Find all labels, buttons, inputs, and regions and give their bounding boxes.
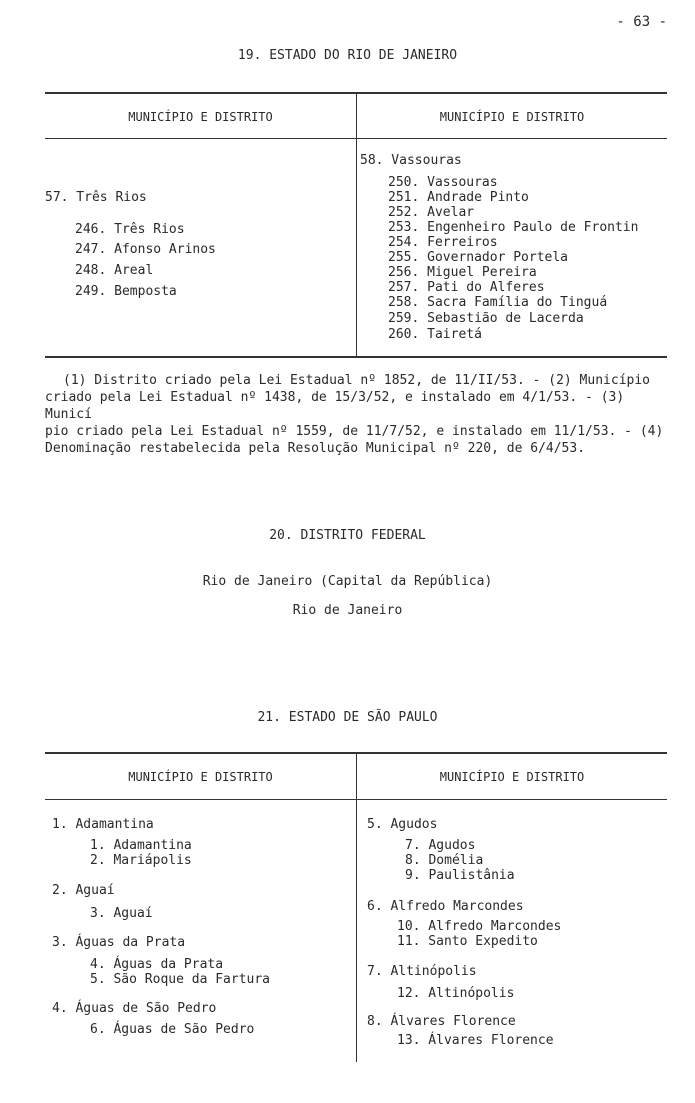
distrito-entry: 11. Santo Expedito [397, 934, 538, 949]
section-19-footnotes [45, 372, 665, 457]
distrito-entry: 259. Sebastião de Lacerda [388, 311, 584, 326]
distrito-entry: 249. Bemposta [75, 284, 177, 299]
distrito-entry: 3. Aguaí [90, 906, 153, 921]
footnote-line: (1) Distrito criado pela Lei Estadual nº 1852, de 11/II/53. - (2) Município [63, 373, 650, 388]
table-21-header-right: MUNICÍPIO E DISTRITO [439, 770, 585, 784]
section-21-title: 21. ESTADO DE SÃO PAULO [257, 710, 438, 725]
municipio-entry: 57. Três Rios [45, 190, 147, 205]
distrito-entry: 1. Adamantina [90, 838, 192, 853]
section-20-title: 20. DISTRITO FEDERAL [269, 528, 426, 543]
table-21-header-left: MUNICÍPIO E DISTRITO [128, 770, 273, 784]
footnote-line: pio criado pela Lei Estadual nº 1559, de 11/7/52, e instalado em 11/1/53. - (4) [45, 424, 664, 439]
distrito-entry: 5. São Roque da Fartura [90, 972, 271, 987]
distrito-entry: 247. Afonso Arinos [75, 242, 216, 257]
distrito-entry: 256. Miguel Pereira [388, 265, 537, 280]
distrito-entry: 13. Álvares Florence [397, 1033, 554, 1048]
distrito-entry: 12. Altinópolis [397, 986, 515, 1001]
distrito-entry: 2. Mariápolis [90, 853, 192, 868]
distrito-entry: 9. Paulistânia [405, 868, 515, 883]
distrito-entry: 250. Vassouras [388, 175, 498, 190]
distrito-entry: 260. Tairetá [388, 327, 482, 342]
distrito-entry: 255. Governador Portela [388, 250, 569, 265]
municipio-entry: 2. Aguaí [52, 883, 115, 898]
section-19-title: 19. ESTADO DO RIO DE JANEIRO [237, 48, 458, 63]
municipio-entry: 7. Altinópolis [367, 964, 477, 979]
distrito-entry: 10. Alfredo Marcondes [397, 919, 562, 934]
distrito-entry: 254. Ferreiros [388, 235, 498, 250]
municipio-entry: 8. Álvares Florence [367, 1014, 516, 1029]
page-number: - 63 - [616, 14, 667, 30]
distrito-entry: 246. Três Rios [75, 222, 185, 237]
distrito-entry: 257. Pati do Alferes [388, 280, 545, 295]
distrito-entry: 251. Andrade Pinto [388, 190, 529, 205]
municipio-entry: 6. Alfredo Marcondes [367, 899, 524, 914]
distrito-entry: 8. Domélia [405, 853, 484, 868]
municipio-entry: 58. Vassouras [360, 153, 462, 168]
table-21-divider [356, 752, 357, 1062]
distrito-entry: 252. Avelar [388, 205, 475, 220]
distrito-entry: 248. Areal [75, 263, 154, 278]
distrito-entry: 253. Engenheiro Paulo de Frontin [388, 220, 639, 235]
footnote-line: criado pela Lei Estadual nº 1438, de 15/3/52, e instalado em 4/1/53. - (3) Municí [45, 390, 625, 422]
section-20-line-1: Rio de Janeiro (Capital da República) [202, 574, 493, 589]
municipio-entry: 4. Águas de São Pedro [52, 1001, 217, 1016]
distrito-entry: 7. Agudos [405, 838, 476, 853]
section-20-line-2: Rio de Janeiro [292, 603, 403, 618]
municipio-entry: 1. Adamantina [52, 817, 154, 832]
distrito-entry: 6. Águas de São Pedro [90, 1022, 255, 1037]
table-19-header-right: MUNICÍPIO E DISTRITO [439, 110, 585, 124]
distrito-entry: 4. Águas da Prata [90, 957, 224, 972]
table-19-divider [356, 92, 357, 358]
footnote-line: Denominação restabelecida pela Resolução Municipal nº 220, de 6/4/53. [45, 441, 586, 456]
municipio-entry: 5. Agudos [367, 817, 438, 832]
municipio-entry: 3. Águas da Prata [52, 935, 186, 950]
table-19-header-left: MUNICÍPIO E DISTRITO [128, 110, 273, 124]
distrito-entry: 258. Sacra Família do Tinguá [388, 295, 608, 310]
